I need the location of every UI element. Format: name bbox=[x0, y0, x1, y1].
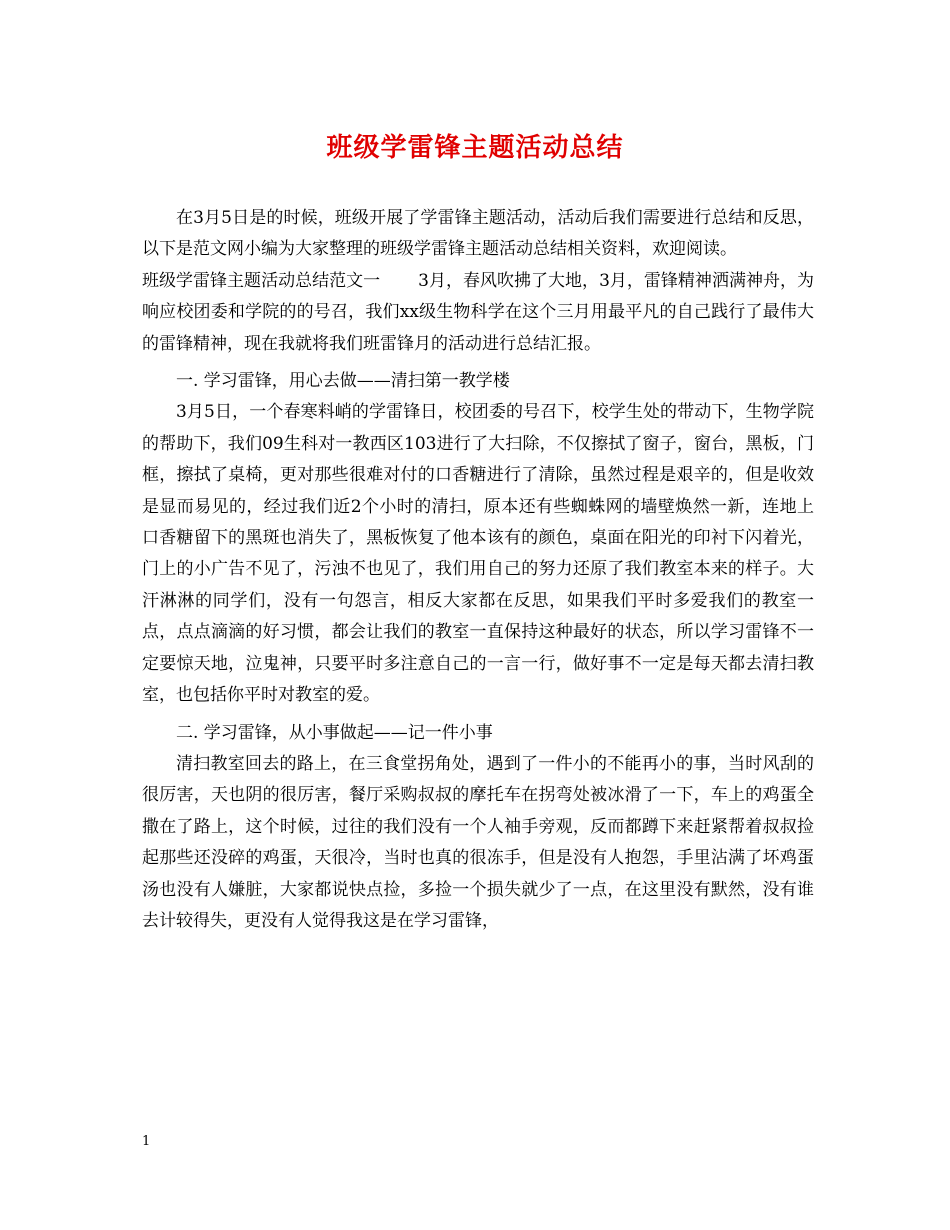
page-number: 1 bbox=[142, 1134, 151, 1149]
sample-heading: 班级学雷锋主题活动总结范文一 bbox=[142, 270, 381, 291]
section-one-heading: 一. 学习雷锋，用心去做——清扫第一教学楼 bbox=[176, 371, 510, 392]
section-two-heading: 二. 学习雷锋，从小事做起——记一件小事 bbox=[176, 722, 493, 743]
sample-text: 3月，春风吹拂了大地，3月，雷锋精神洒满神舟，为响应校团委和学院的的号召，我们xx级生物科学在这个三月用最平凡的自己践行了最伟大的雷锋精神，现在我就将我们班雷锋月的活动进行总结汇报。 bbox=[142, 270, 814, 354]
section-one-paragraph: 3月5日，一个春寒料峭的学雷锋日，校团委的号召下，校学生处的带动下，生物学院的帮助下，我们09生科对一教西区103进行了大扫除，不仅擦拭了窗子，窗台，黑板，门框，擦拭了桌椅，更对那些很难对付的口香糖进行了清除，虽然过程是艰辛的，但是收效是显而易见的，经过我们近2个小时的清扫，原本还有些蜘蛛网的墙壁焕然一新，连地上口香糖留下的黑斑也消失了，黑板恢复了他本该有的颜色，桌面在阳光的印衬下闪着光，门上的小广告不见了，污浊不也见了，我们用自己的努力还原了我们教室本来的样子。大汗淋淋的同学们，没有一句怨言，相反大家都在反思，如果我们平时多爱我们的教室一点，点点滴滴的好习惯，都会让我们的教室一直保持这种最好的状态，所以学习雷锋不一定要惊天地，泣鬼神，只要平时多注意自己的一言一行，做好事不一定是每天都去清扫教室，也包括你平时对教室的爱。 bbox=[142, 402, 814, 706]
document-body bbox=[142, 203, 814, 937]
section-two-paragraph: 清扫教室回去的路上，在三食堂拐角处，遇到了一件小的不能再小的事，当时风刮的很厉害，天也阴的很厉害，餐厅采购叔叔的摩托车在拐弯处被冰滑了一下，车上的鸡蛋全撒在了路上，这个时候，过往的我们没有一个人袖手旁观，反而都蹲下来赶紧帮着叔叔捡起那些还没碎的鸡蛋，天很冷，当时也真的很冻手，但是没有人抱怨，手里沾满了坏鸡蛋汤也没有人嫌脏，大家都说快点捡，多捡一个损失就少了一点，在这里没有默然，没有谁去计较得失，更没有人觉得我这是在学习雷锋， bbox=[142, 753, 814, 931]
sample-paragraph bbox=[142, 266, 814, 360]
intro-paragraph: 在3月5日是的时候，班级开展了学雷锋主题活动，活动后我们需要进行总结和反思，以下是范文网小编为大家整理的班级学雷锋主题活动总结相关资料，欢迎阅读。 bbox=[142, 208, 814, 260]
document-title: 班级学雷锋主题活动总结 bbox=[326, 133, 624, 163]
